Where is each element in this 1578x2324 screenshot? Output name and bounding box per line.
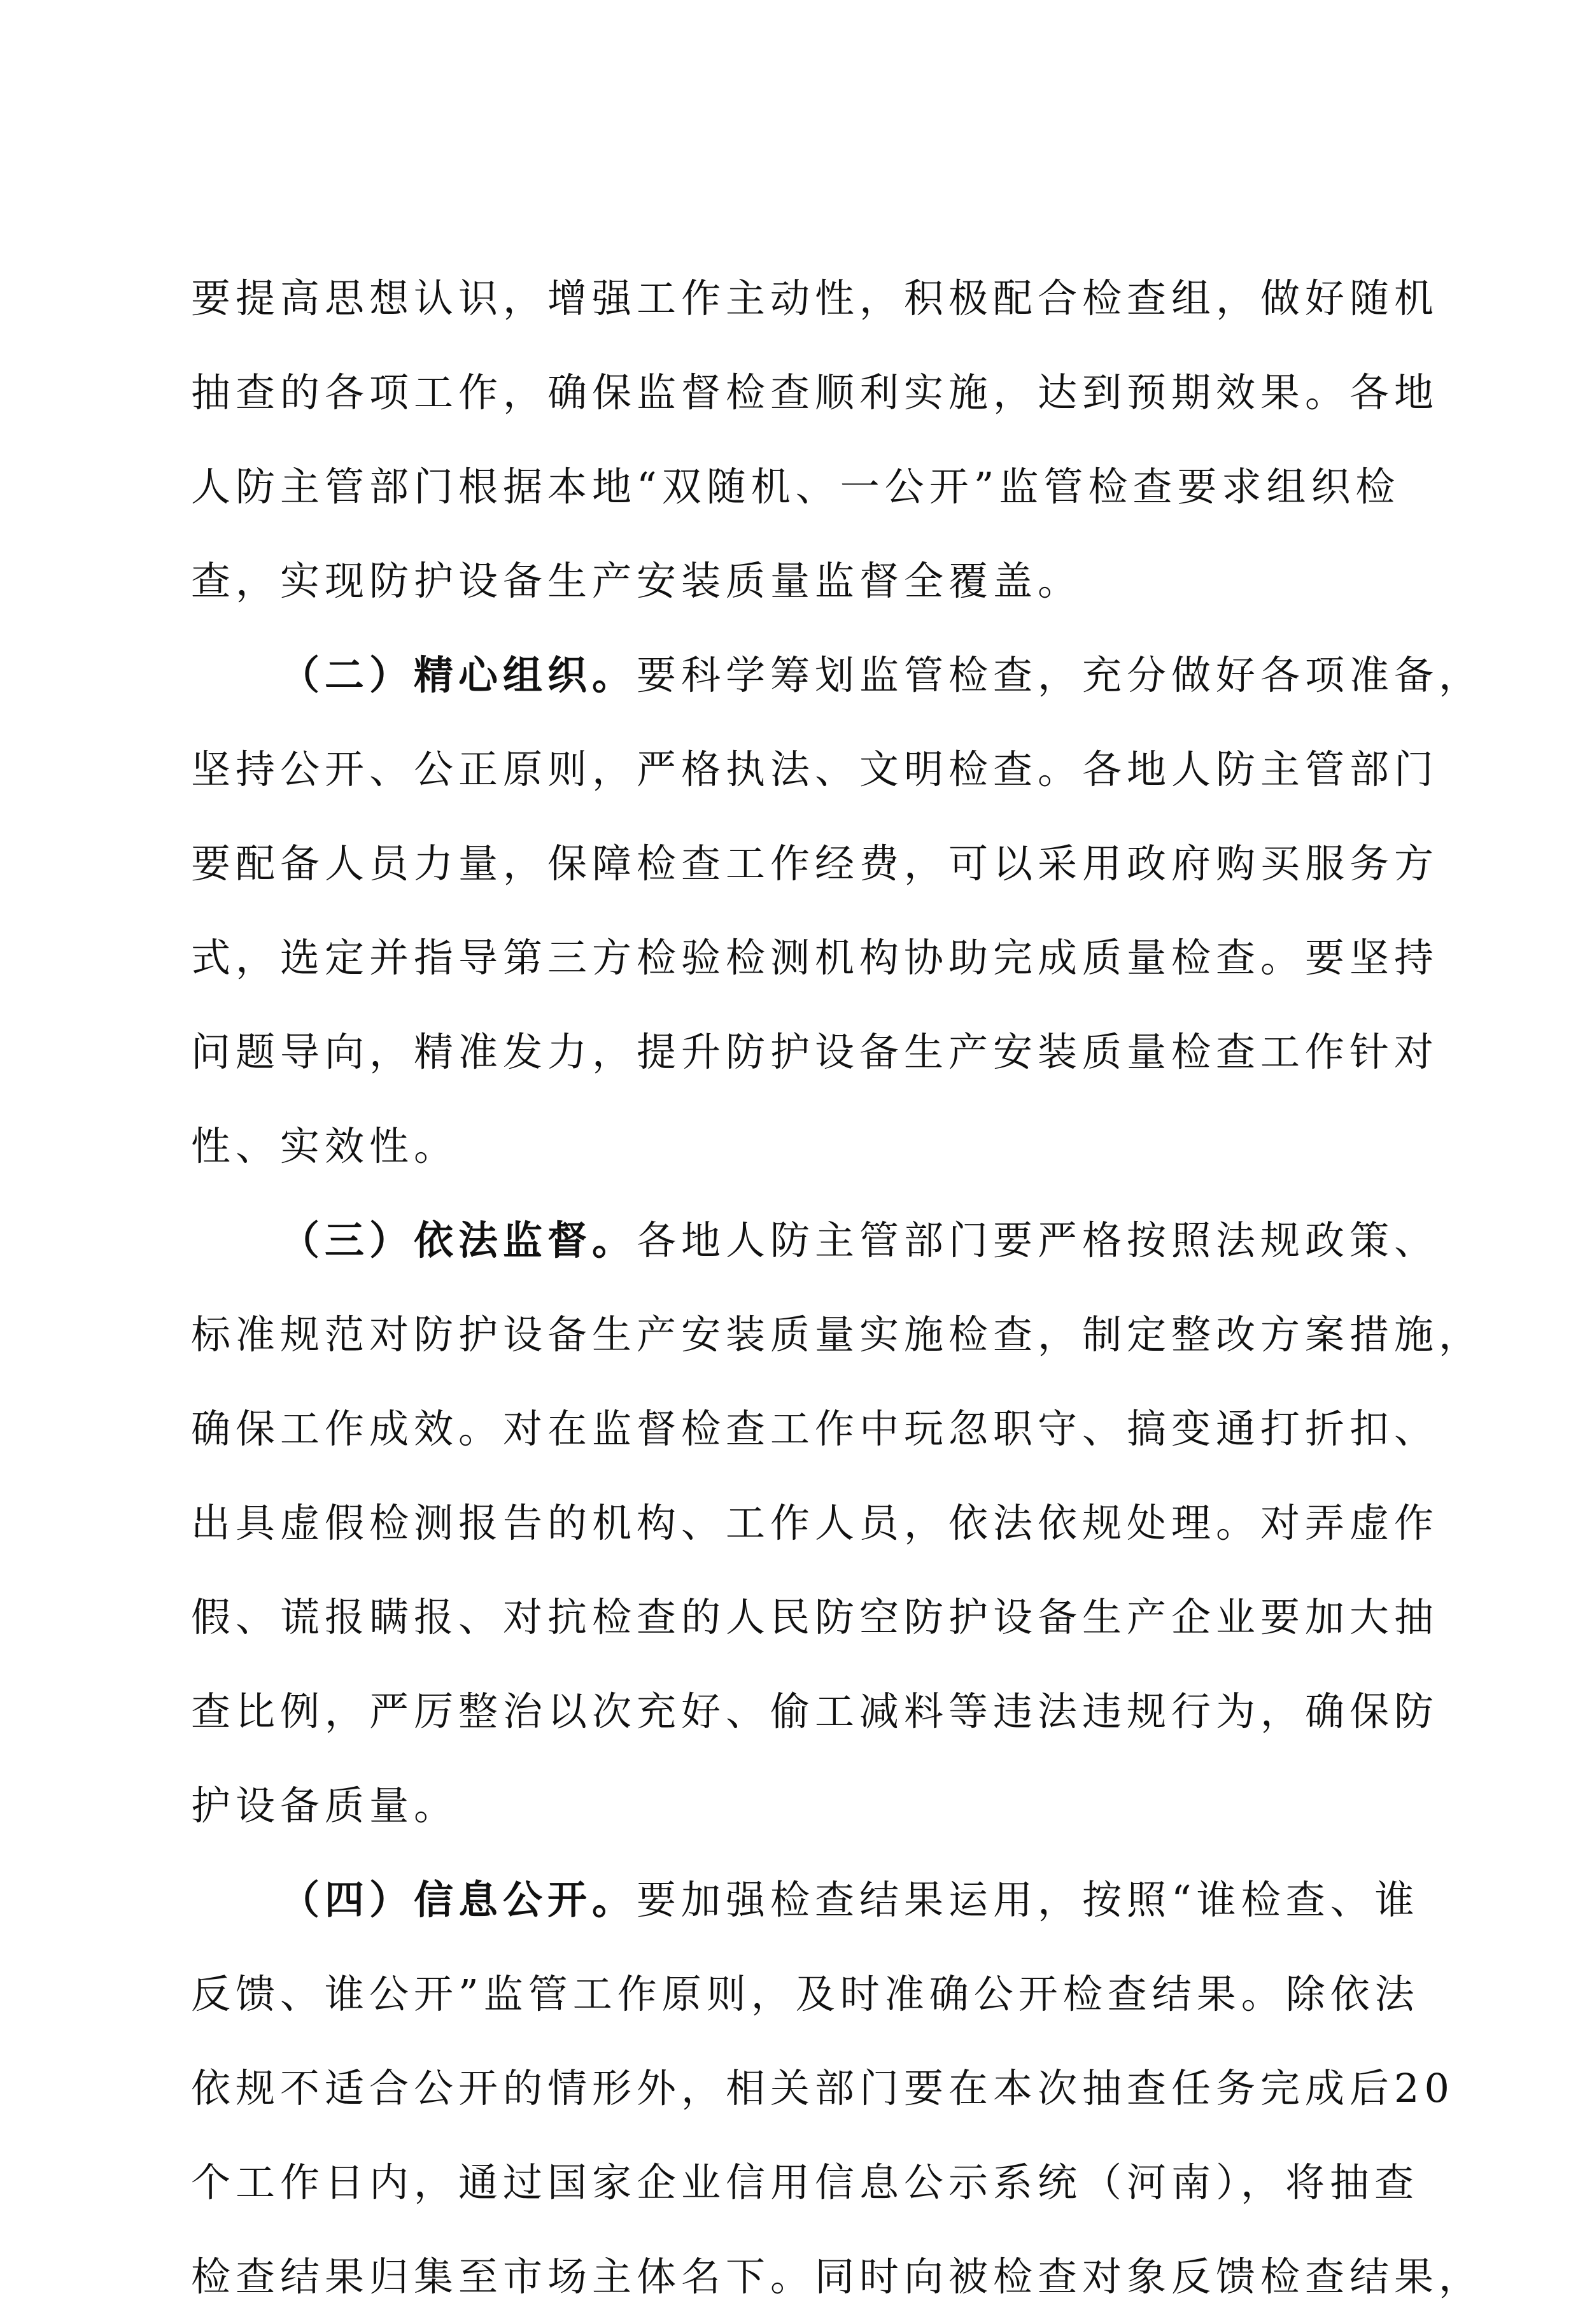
text-line: 查，实现防护设备生产安装质量监督全覆盖。 [191,558,1083,604]
text-line: 坚持公开、公正原则，严格执法、文明检查。各地人防主管部门 [191,746,1439,792]
text-line: 检查结果归集至市场主体名下。同时向被检查对象反馈检查结果， [191,2253,1484,2300]
text-line: 确保工作成效。对在监督检查工作中玩忽职守、搞变通打折扣、 [191,1405,1439,1452]
text-line: 个工作日内，通过国家企业信用信息公示系统（河南），将抽查 [191,2159,1419,2206]
text-line: 出具虚假检测报告的机构、工作人员，依法依规处理。对弄虚作 [191,1500,1439,1546]
paragraph-first-line [191,1194,1439,1288]
text-line: 人防主管部门根据本地“双随机、一公开”监管检查要求组织检 [191,463,1400,510]
section-heading: （三）依法监督。 [280,1217,637,1264]
text-line: 要提高思想认识，增强工作主动性，积极配合检查组，做好随机 [191,275,1439,321]
text-line: 依规不适合公开的情形外，相关部门要在本次抽查任务完成后20 [191,2065,1455,2111]
text-line: 要配备人员力量，保障检查工作经费，可以采用政府购买服务方 [191,840,1439,887]
paragraph-first-line [191,628,1484,722]
paragraph-first-line [191,1853,1419,1947]
section-heading: （二）精心组织。 [280,652,637,698]
text-line: 抽查的各项工作，确保监督检查顺利实施，达到预期效果。各地 [191,369,1439,416]
text-line: 查比例，严厉整治以次充好、偷工减料等违法违规行为，确保防 [191,1688,1439,1735]
text-line: 式，选定并指导第三方检验检测机构协助完成质量检查。要坚持 [191,934,1439,981]
text-line: 假、谎报瞒报、对抗检查的人民防空防护设备生产企业要加大抽 [191,1594,1439,1640]
text-span: 要科学筹划监管检查，充分做好各项准备， [637,652,1484,698]
section-heading: （四）信息公开。 [280,1877,637,1923]
text-span: 各地人防主管部门要严格按照法规政策、 [637,1217,1439,1264]
text-span: 要加强检查结果运用，按照“谁检查、谁 [637,1877,1419,1923]
text-line: 反馈、谁公开”监管工作原则，及时准确公开检查结果。除依法 [191,1971,1419,2017]
text-line: 问题导向，精准发力，提升防护设备生产安装质量检查工作针对 [191,1029,1439,1075]
text-line: 护设备质量。 [191,1782,459,1829]
text-line: 标准规范对防护设备生产安装质量实施检查，制定整改方案措施， [191,1311,1484,1358]
document-page [191,251,1484,2324]
text-line: 性、实效性。 [191,1123,459,1169]
